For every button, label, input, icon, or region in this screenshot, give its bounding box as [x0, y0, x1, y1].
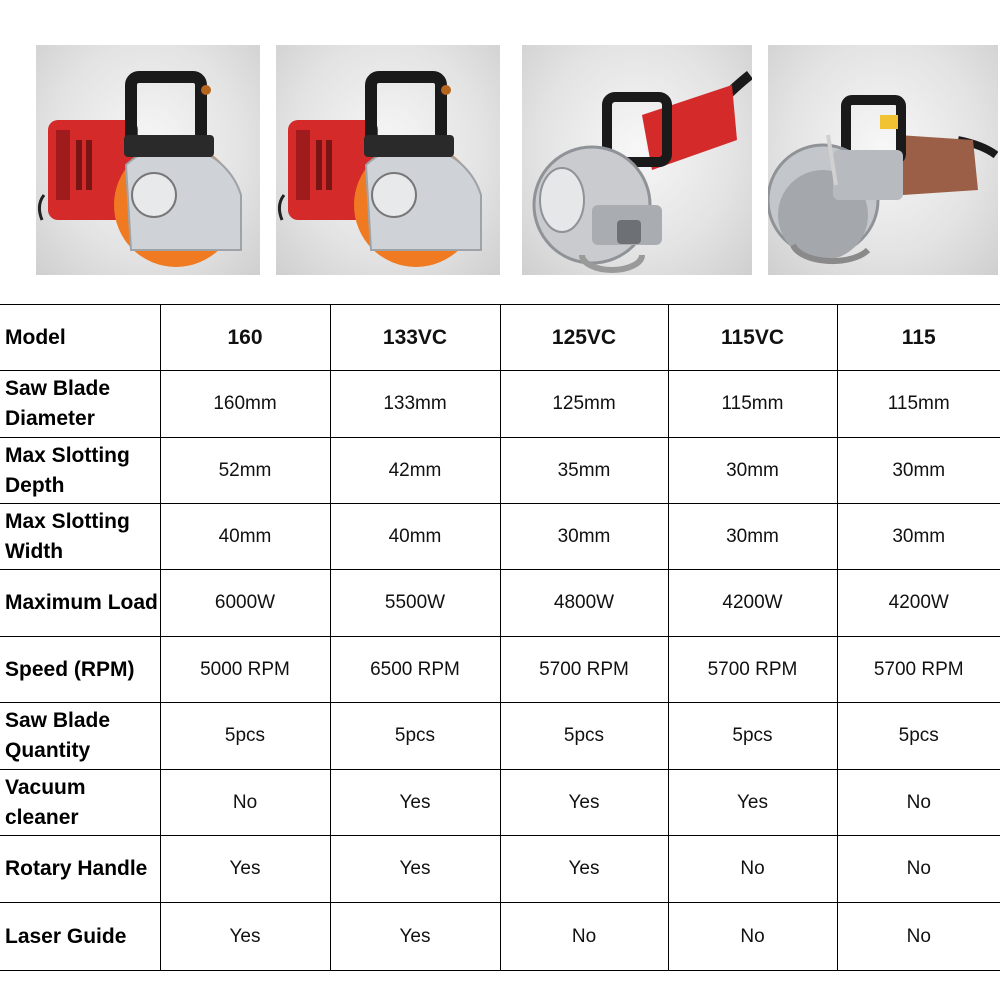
table-cell: 5000 RPM — [160, 637, 330, 703]
table-cell: 5pcs — [160, 703, 330, 770]
wall-chaser-red-side-icon — [522, 45, 752, 275]
table-cell: 4200W — [668, 570, 837, 637]
table-row — [0, 570, 1000, 637]
table-cell: 42mm — [330, 438, 500, 504]
table-row — [0, 703, 1000, 770]
row-label-cell: Max Slotting Width — [0, 504, 160, 570]
table-cell: Yes — [160, 903, 330, 971]
table-cell: Yes — [500, 836, 668, 903]
model-header-cell: 133VC — [330, 305, 500, 371]
table-cell: 5700 RPM — [500, 637, 668, 703]
table-cell: 5pcs — [837, 703, 1000, 770]
product-photo-3 — [522, 45, 752, 275]
table-cell: 40mm — [330, 504, 500, 570]
product-photo-4 — [768, 45, 998, 275]
table-row — [0, 770, 1000, 836]
table-cell: 30mm — [837, 438, 1000, 504]
table-cell: 5pcs — [330, 703, 500, 770]
row-label-cell: Saw Blade Diameter — [0, 371, 160, 438]
table-cell: 5500W — [330, 570, 500, 637]
model-header-cell: 125VC — [500, 305, 668, 371]
table-row — [0, 504, 1000, 570]
wall-chaser-red-front-icon — [276, 45, 500, 275]
table-cell: 125mm — [500, 371, 668, 438]
table-cell: Yes — [160, 836, 330, 903]
table-cell: 133mm — [330, 371, 500, 438]
table-cell: No — [837, 770, 1000, 836]
table-cell: 30mm — [837, 504, 1000, 570]
product-photo-1 — [36, 45, 260, 275]
table-cell: 115mm — [668, 371, 837, 438]
table-row — [0, 836, 1000, 903]
table-row — [0, 438, 1000, 504]
table-cell: No — [668, 836, 837, 903]
table-cell: Yes — [330, 770, 500, 836]
table-header-row — [0, 305, 1000, 371]
table-row — [0, 637, 1000, 703]
table-cell: Yes — [330, 903, 500, 971]
row-label-cell: Vacuum cleaner — [0, 770, 160, 836]
product-photos — [0, 0, 1000, 290]
table-cell: 6000W — [160, 570, 330, 637]
table-cell: 5pcs — [668, 703, 837, 770]
table-cell: 35mm — [500, 438, 668, 504]
row-label-cell: Maximum Load — [0, 570, 160, 637]
table-row — [0, 903, 1000, 971]
model-header-cell: 115 — [837, 305, 1000, 371]
table-cell: 40mm — [160, 504, 330, 570]
row-label-cell: Saw Blade Quantity — [0, 703, 160, 770]
table-cell: 5pcs — [500, 703, 668, 770]
table-cell: No — [500, 903, 668, 971]
table-cell: 52mm — [160, 438, 330, 504]
model-header-cell: 160 — [160, 305, 330, 371]
table-cell: Yes — [500, 770, 668, 836]
table-cell: 160mm — [160, 371, 330, 438]
table-cell: 30mm — [668, 504, 837, 570]
row-label-cell: Speed (RPM) — [0, 637, 160, 703]
row-label-cell: Laser Guide — [0, 903, 160, 971]
header-label-cell: Model — [0, 305, 160, 371]
product-photo-2 — [276, 45, 500, 275]
table-cell: 30mm — [668, 438, 837, 504]
table-cell: Yes — [330, 836, 500, 903]
table-cell: 4800W — [500, 570, 668, 637]
table-cell: 4200W — [837, 570, 1000, 637]
spec-comparison-table — [0, 304, 1000, 971]
table-cell: 5700 RPM — [837, 637, 1000, 703]
table-cell: No — [837, 903, 1000, 971]
table-cell: Yes — [668, 770, 837, 836]
row-label-cell: Rotary Handle — [0, 836, 160, 903]
table-cell: No — [837, 836, 1000, 903]
row-label-cell: Max Slotting Depth — [0, 438, 160, 504]
table-cell: 30mm — [500, 504, 668, 570]
table-cell: 5700 RPM — [668, 637, 837, 703]
table-cell: No — [668, 903, 837, 971]
table-cell: 6500 RPM — [330, 637, 500, 703]
wall-chaser-brown-side-icon — [768, 45, 998, 275]
model-header-cell: 115VC — [668, 305, 837, 371]
wall-chaser-red-front-icon — [36, 45, 260, 275]
table-row — [0, 371, 1000, 438]
table-cell: No — [160, 770, 330, 836]
table-cell: 115mm — [837, 371, 1000, 438]
